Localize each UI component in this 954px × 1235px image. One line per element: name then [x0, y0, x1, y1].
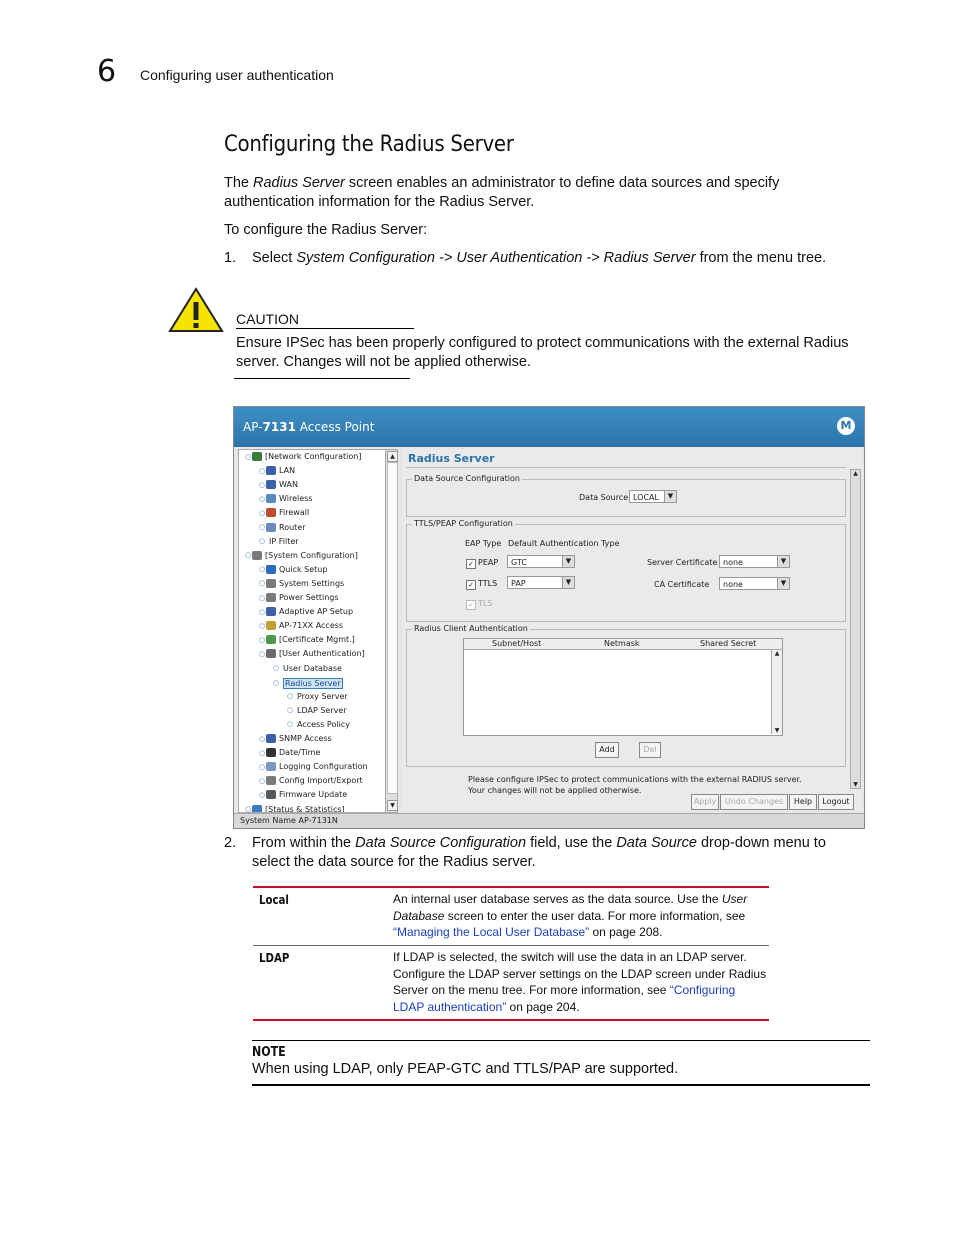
ca-certificate-label: CA Certificate [654, 580, 710, 589]
tree-item[interactable] [259, 748, 320, 757]
tree-item[interactable] [259, 790, 347, 799]
caution-rule-bottom [234, 378, 410, 379]
tree-item-label: IP Filter [269, 536, 299, 546]
tree-item[interactable] [273, 678, 343, 689]
ipsec-message-line-1: Please configure IPSec to protect communications with the external RADIUS server. [468, 775, 802, 784]
tree-expander-icon: ○ [259, 762, 266, 771]
chevron-down-icon[interactable]: ▼ [777, 556, 789, 567]
definition-local-emphasis: User Database [393, 892, 748, 923]
panel-title: Radius Server [408, 452, 495, 465]
col-netmask: Netmask [604, 639, 640, 648]
ipsec-message-line-2: Your changes will not be applied otherwise. [468, 786, 642, 795]
chevron-down-icon[interactable]: ▼ [664, 491, 676, 502]
tree-expander-icon: ○ [259, 523, 266, 531]
tree-node-icon [266, 480, 276, 489]
tree-expander-icon: ○ [287, 720, 294, 729]
tree-item-label: [User Authentication] [279, 649, 365, 659]
definition-ldap-text: If LDAP is selected, the switch will use the data in an LDAP server. Configure the LDAP server settings on the LDAP screen under Radius Server on the menu tree. For more information, see [393, 950, 767, 997]
data-source-label: Data Source [579, 493, 629, 502]
ttls-checkbox[interactable]: ✓ [466, 580, 476, 590]
tree-expander-icon: ○ [259, 480, 266, 489]
tree-item[interactable] [273, 664, 342, 673]
tree-item[interactable] [259, 762, 368, 771]
apply-button[interactable]: Apply [691, 794, 719, 810]
note-text: When using LDAP, only PEAP-GTC and TTLS/PAP are supported. [252, 1061, 679, 1077]
definition-ldap [393, 949, 768, 1015]
tree-item-label: [Network Configuration] [265, 452, 362, 461]
intro-text-rest: screen enables an administrator to define data sources and specify authentication information for the Radius Server. [224, 175, 780, 210]
peap-auth-dropdown[interactable] [507, 555, 575, 568]
tree-expander-icon: ○ [259, 635, 266, 644]
tree-node-icon [266, 579, 276, 588]
col-subnet-host: Subnet/Host [492, 639, 542, 648]
link-configuring-ldap-authentication[interactable]: “Configuring LDAP authentication” [393, 983, 736, 1014]
instruction-paragraph: To configure the Radius Server: [224, 222, 428, 238]
tree-node-icon [266, 748, 276, 757]
tree-node-icon [252, 551, 262, 560]
tree-item-label: System Settings [279, 578, 345, 588]
radius-client-legend: Radius Client Authentication [414, 624, 528, 633]
definition-local [393, 891, 768, 941]
definition-local-page: on page 208. [589, 925, 663, 939]
radius-client-fieldset [406, 624, 846, 767]
tree-item[interactable] [259, 466, 295, 475]
step-1-number: 1. [224, 250, 237, 266]
tree-expander-icon: ○ [259, 593, 266, 602]
menu-tree[interactable] [238, 449, 386, 813]
tree-expander-icon: ○ [259, 508, 266, 517]
undo-changes-button[interactable]: Undo Changes [720, 794, 788, 810]
tree-item-label: [Certificate Mgmt.] [279, 635, 355, 645]
radius-server-panel [402, 449, 862, 811]
scroll-up-icon[interactable]: ▲ [387, 451, 398, 462]
tree-item-label: AP-71XX Access [279, 621, 344, 631]
section-title: Configuring the Radius Server [224, 132, 514, 157]
tree-item[interactable] [259, 649, 365, 658]
step-2-menu-name: Data Source [616, 835, 697, 851]
chevron-down-icon[interactable]: ▼ [777, 578, 789, 589]
tree-item-label: Firmware Update [279, 790, 348, 800]
tree-item-label: LAN [279, 466, 296, 476]
tree-expander-icon: ○ [259, 776, 266, 785]
tree-expander-icon: ○ [259, 734, 266, 743]
app-title-suffix: Access Point [295, 420, 375, 434]
intro-paragraph [224, 174, 824, 212]
tree-item-label: SNMP Access [279, 734, 332, 743]
tree-node-icon [266, 593, 276, 602]
tree-expander-icon: ○ [259, 649, 266, 658]
help-button[interactable]: Help [789, 794, 817, 810]
panel-scrollbar[interactable] [850, 469, 861, 789]
tls-label: TLS [478, 599, 493, 608]
tree-expander-icon: ○ [259, 494, 266, 503]
tree-item[interactable] [245, 452, 361, 461]
caution-icon [167, 286, 225, 339]
logout-button[interactable]: Logout [818, 794, 854, 810]
peap-checkbox[interactable]: ✓ [466, 559, 476, 569]
definition-local-text-2: screen to enter the user data. For more information, see [444, 908, 746, 923]
step-2-number: 2. [224, 835, 237, 851]
tree-expander-icon: ○ [259, 621, 266, 630]
tree-item[interactable] [245, 551, 358, 560]
step-2-field-name: Data Source Configuration [355, 835, 527, 851]
scroll-up-icon[interactable]: ▲ [853, 470, 858, 477]
data-source-fieldset [406, 474, 846, 517]
tree-node-icon [266, 649, 276, 658]
default-auth-type-label: Default Authentication Type [508, 539, 620, 548]
tree-expander-icon: ○ [245, 805, 252, 813]
tree-expander-icon: ○ [245, 452, 252, 461]
app-title-prefix: AP- [243, 420, 263, 434]
tls-checkbox[interactable]: ✓ [466, 600, 476, 610]
tree-item[interactable] [245, 805, 345, 814]
tree-item-label: User Database [283, 663, 342, 673]
tree-item-label: Quick Setup [279, 564, 328, 574]
tree-node-icon [266, 466, 276, 475]
tree-expander-icon: ○ [273, 664, 280, 672]
tree-item[interactable] [259, 776, 363, 785]
scroll-up-icon[interactable]: ▲ [774, 650, 780, 657]
tree-item-label: [System Configuration] [265, 550, 358, 560]
app-header [234, 407, 864, 447]
tree-item[interactable] [259, 635, 355, 644]
note-label: NOTE [252, 1045, 286, 1060]
tree-expander-icon: ○ [259, 790, 266, 799]
chapter-number: 6 [97, 54, 117, 89]
tree-expander-icon: ○ [245, 551, 252, 560]
tree-expander-icon: ○ [259, 607, 266, 616]
chevron-down-icon[interactable]: ▼ [562, 577, 574, 588]
ttls-auth-value: PAP [511, 579, 526, 588]
scroll-down-icon[interactable]: ▼ [774, 727, 780, 734]
tree-expander-icon: ○ [273, 679, 280, 688]
radius-client-table[interactable] [463, 638, 783, 736]
tree-expander-icon: ○ [259, 565, 266, 574]
step-1-tail: from the menu tree. [695, 250, 827, 266]
ttls-peap-fieldset [406, 519, 846, 622]
peap-auth-value: GTC [511, 558, 527, 567]
tree-expander-icon: ○ [287, 706, 294, 715]
tree-item-label: Access Policy [297, 719, 350, 729]
step-2-lead: From within the [252, 835, 356, 851]
chevron-down-icon[interactable]: ▼ [562, 556, 574, 567]
tree-item-label: Date/Time [279, 748, 321, 758]
table-rule-bottom [253, 1019, 769, 1021]
step-1-menu-path: System Configuration -> User Authentication -> Radius Server [296, 250, 696, 266]
peap-label: PEAP [478, 558, 499, 567]
tree-node-icon [252, 452, 262, 461]
data-source-value: LOCAL [633, 493, 659, 502]
tree-node-icon [266, 494, 276, 503]
app-title-model: 7131 [262, 420, 296, 434]
tree-item-label: LDAP Server [297, 705, 347, 715]
tree-item[interactable] [287, 692, 348, 701]
definition-local-text: An internal user database serves as the data source. Use the [393, 892, 722, 906]
ca-certificate-dropdown[interactable] [719, 577, 790, 590]
col-shared-secret: Shared Secret [700, 639, 757, 648]
tree-item-label: Config Import/Export [279, 776, 363, 786]
tree-node-icon [266, 790, 276, 799]
add-button[interactable]: Add [595, 742, 619, 758]
scroll-down-icon[interactable]: ▼ [853, 781, 858, 788]
tree-item[interactable] [259, 523, 306, 532]
caution-text: Ensure IPSec has been properly configured to protect communications with the external Radius server. Changes will not be applied otherwise. [236, 335, 849, 370]
caution-label: CAUTION [236, 311, 299, 327]
tree-item-label: Firewall [279, 508, 310, 518]
del-button[interactable]: Del [639, 742, 661, 758]
tree-node-icon [266, 734, 276, 743]
note-rule-bottom [252, 1084, 870, 1086]
step-2-mid: field, use the [526, 835, 617, 851]
tree-item[interactable] [259, 607, 353, 616]
scroll-down-icon[interactable]: ▼ [387, 800, 398, 811]
ca-certificate-value: none [723, 580, 743, 589]
tree-item-label: WAN [279, 480, 298, 490]
tree-item-label: Radius Server [285, 678, 341, 688]
tree-item[interactable] [259, 579, 344, 588]
server-certificate-value: none [723, 558, 743, 567]
panel-title-rule [406, 467, 846, 468]
tree-expander-icon: ○ [259, 748, 266, 757]
data-source-table [253, 886, 769, 1021]
tree-item[interactable] [259, 593, 339, 602]
server-certificate-dropdown[interactable] [719, 555, 790, 568]
step-2-text [252, 834, 852, 872]
tree-item-label: Logging Configuration [279, 762, 368, 772]
tree-item-label: Adaptive AP Setup [279, 607, 354, 617]
term-ldap: LDAP [259, 951, 290, 965]
tree-item[interactable] [259, 508, 309, 517]
intro-emphasis: Radius Server [253, 175, 345, 191]
menu-tree-scrollbar[interactable] [385, 449, 398, 813]
tree-item-label: Power Settings [279, 593, 339, 602]
data-source-legend: Data Source Configuration [414, 474, 520, 483]
tree-item-label: Proxy Server [297, 691, 348, 701]
note-rule-top [252, 1040, 870, 1041]
step-1-lead: Select [252, 250, 297, 266]
chapter-title: Configuring user authentication [140, 67, 334, 83]
table-row-local [253, 888, 769, 945]
tree-node-icon [266, 635, 276, 644]
step-1-text [252, 249, 852, 268]
app-title [243, 420, 374, 434]
data-source-dropdown[interactable] [629, 490, 677, 503]
table-scrollbar[interactable] [771, 650, 782, 734]
ttls-peap-legend: TTLS/PEAP Configuration [414, 519, 513, 528]
caution-rule-top [236, 328, 414, 329]
step-2-tail: drop-down menu to select the data source for the Radius server. [252, 835, 826, 870]
tree-item[interactable] [259, 734, 332, 743]
tree-item[interactable] [259, 494, 312, 503]
tree-node-icon [252, 805, 262, 814]
tree-item-label: Wireless [279, 494, 313, 504]
tree-item[interactable] [259, 537, 299, 546]
tree-expander-icon: ○ [287, 692, 294, 701]
menu-tree-scroll-thumb[interactable] [387, 462, 398, 794]
eap-type-label: EAP Type [465, 539, 502, 548]
tree-item-label: [Status & Statistics] [265, 804, 345, 813]
link-managing-local-user-database[interactable]: “Managing the Local User Database” [393, 925, 590, 939]
server-certificate-label: Server Certificate [647, 558, 718, 567]
tree-item-label: Router [279, 522, 306, 532]
tree-node-icon [266, 565, 276, 574]
tree-item[interactable] [259, 480, 298, 489]
table-row-ldap [253, 946, 769, 1019]
tree-node-icon [266, 776, 276, 785]
motorola-logo-icon: M [837, 417, 855, 435]
tree-expander-icon: ○ [259, 579, 266, 588]
tree-item[interactable] [287, 720, 350, 729]
tree-item[interactable] [287, 706, 347, 715]
tree-expander-icon: ○ [259, 537, 266, 546]
tree-item[interactable] [259, 621, 343, 630]
intro-text: The [224, 175, 254, 191]
tree-node-icon [266, 621, 276, 630]
definition-ldap-page: on page 204. [506, 999, 580, 1014]
tree-node-icon [266, 607, 276, 616]
radius-client-table-header [464, 639, 782, 650]
ttls-label: TTLS [478, 579, 498, 588]
tree-expander-icon: ○ [259, 466, 266, 475]
tree-node-icon [266, 762, 276, 771]
term-local: Local [259, 893, 289, 907]
tree-node-icon [266, 523, 276, 532]
tree-item[interactable] [259, 565, 327, 574]
ttls-auth-dropdown[interactable] [507, 576, 575, 589]
note-box [252, 1040, 870, 1086]
tree-node-icon [266, 508, 276, 517]
radius-server-screenshot [233, 406, 865, 829]
status-bar: System Name AP-7131N [234, 813, 865, 828]
